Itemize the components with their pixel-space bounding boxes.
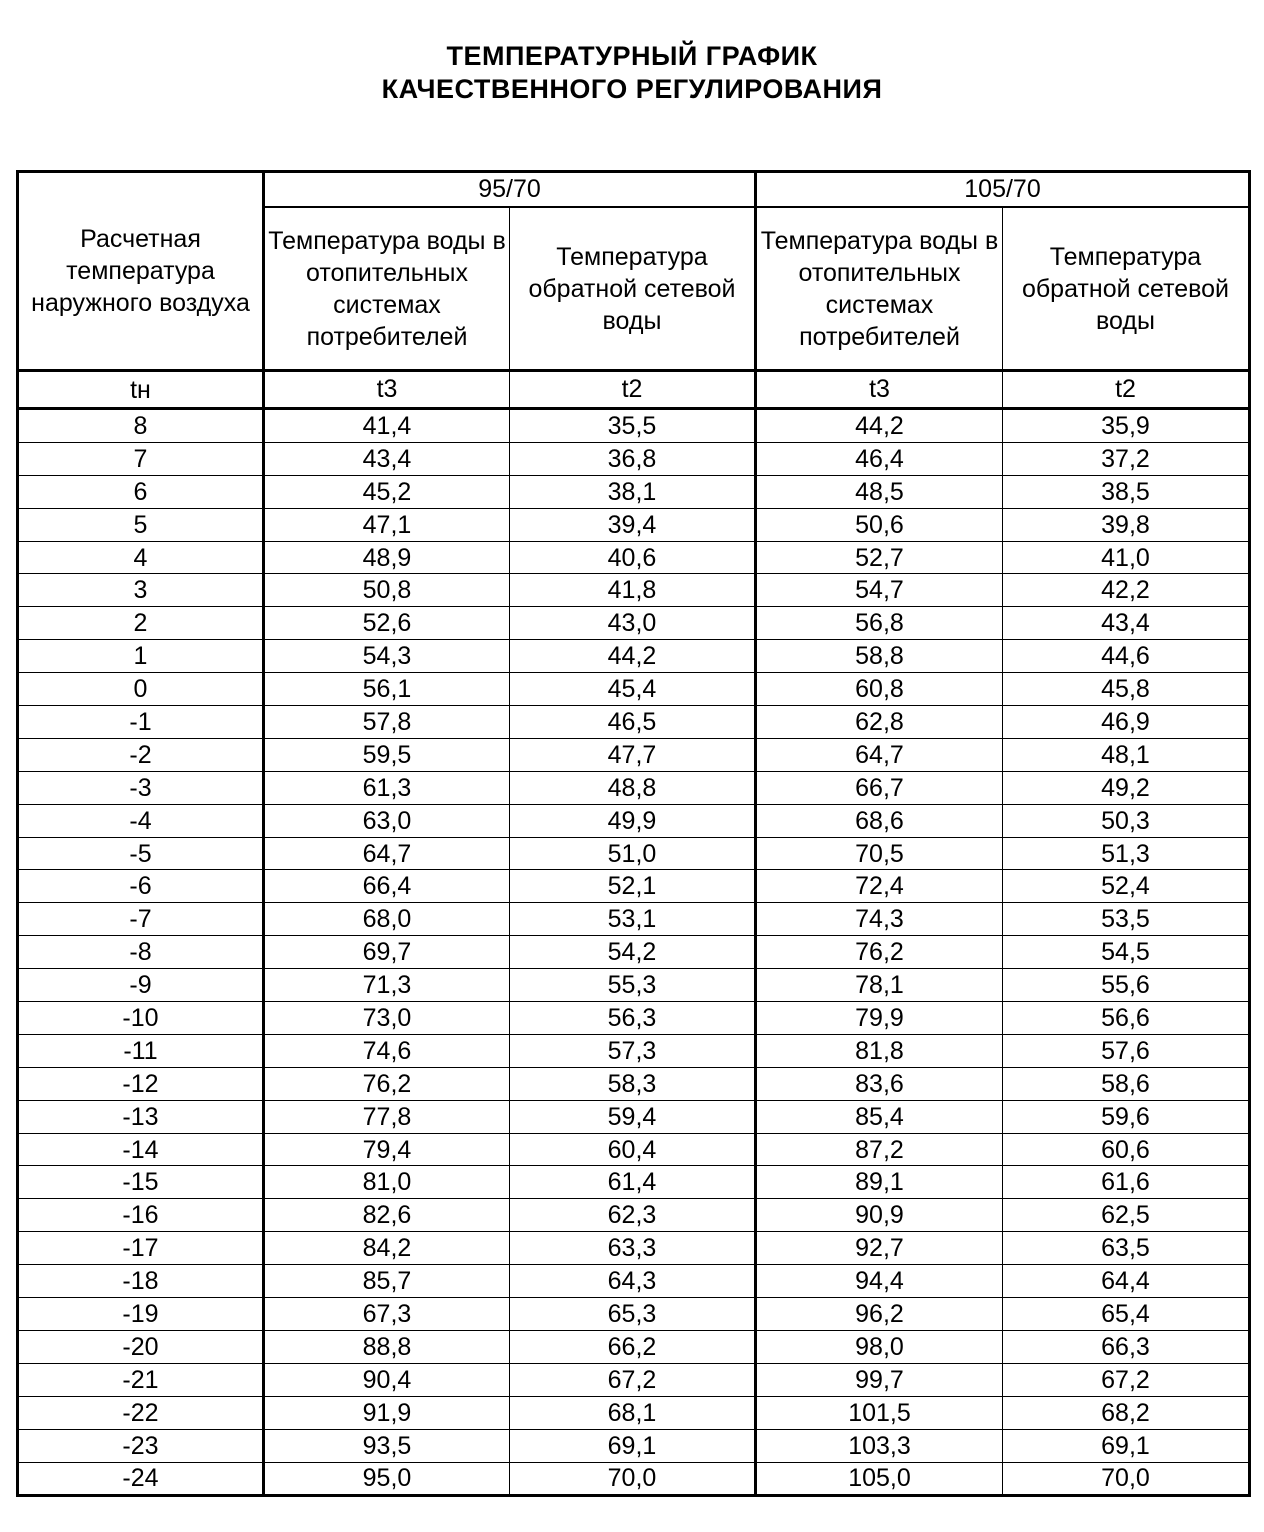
t2-105-cell: 70,0 [1003, 1462, 1250, 1496]
t3-95-cell: 77,8 [264, 1100, 510, 1133]
t2-105-cell: 41,0 [1003, 541, 1250, 574]
outdoor-temp-cell: -4 [18, 804, 264, 837]
t3-95-cell: 43,4 [264, 442, 510, 475]
t2-95-cell: 36,8 [510, 442, 756, 475]
t3-105-cell: 85,4 [756, 1100, 1003, 1133]
t3-95-cell: 88,8 [264, 1330, 510, 1363]
t3-95-cell: 84,2 [264, 1232, 510, 1265]
table-row [18, 1265, 1250, 1298]
t3-105-cell: 87,2 [756, 1133, 1003, 1166]
t3-95-cell: 85,7 [264, 1265, 510, 1298]
t2-105-cell: 53,5 [1003, 903, 1250, 936]
outdoor-temp-cell: -19 [18, 1298, 264, 1331]
outdoor-temp-cell: 6 [18, 475, 264, 508]
table-row [18, 1298, 1250, 1331]
t3-105-cell: 50,6 [756, 508, 1003, 541]
t2-105-cell: 66,3 [1003, 1330, 1250, 1363]
symbol-cell: t2 [510, 371, 756, 409]
table-row [18, 442, 1250, 475]
t2-105-cell: 48,1 [1003, 738, 1250, 771]
t3-105-cell: 66,7 [756, 771, 1003, 804]
t3-95-cell: 73,0 [264, 1002, 510, 1035]
outdoor-temp-cell: -3 [18, 771, 264, 804]
t2-95-cell: 52,1 [510, 870, 756, 903]
t3-95-cell: 66,4 [264, 870, 510, 903]
t3-95-cell: 59,5 [264, 738, 510, 771]
t2-105-cell: 68,2 [1003, 1396, 1250, 1429]
t3-95-cell: 52,6 [264, 607, 510, 640]
symbol-cell: t3 [756, 371, 1003, 409]
t3-105-cell: 94,4 [756, 1265, 1003, 1298]
outdoor-temp-cell: -16 [18, 1199, 264, 1232]
t2-105-cell: 38,5 [1003, 475, 1250, 508]
t2-95-cell: 63,3 [510, 1232, 756, 1265]
t2-95-cell: 58,3 [510, 1067, 756, 1100]
t2-105-cell: 62,5 [1003, 1199, 1250, 1232]
table-row [18, 1363, 1250, 1396]
outdoor-temp-cell: 5 [18, 508, 264, 541]
t3-95-cell: 68,0 [264, 903, 510, 936]
t2-95-cell: 62,3 [510, 1199, 756, 1232]
t3-95-cell: 61,3 [264, 771, 510, 804]
t2-95-cell: 38,1 [510, 475, 756, 508]
t2-95-cell: 68,1 [510, 1396, 756, 1429]
t3-105-cell: 76,2 [756, 936, 1003, 969]
outdoor-temp-cell: -13 [18, 1100, 264, 1133]
t2-105-cell: 58,6 [1003, 1067, 1250, 1100]
outdoor-temp-cell: -8 [18, 936, 264, 969]
t3-95-cell: 91,9 [264, 1396, 510, 1429]
t2-105-cell: 50,3 [1003, 804, 1250, 837]
table-row [18, 738, 1250, 771]
t3-105-cell: 48,5 [756, 475, 1003, 508]
table-row [18, 409, 1250, 443]
outdoor-temp-cell: 3 [18, 574, 264, 607]
heating-system-water-temp-header: Температура воды в отопительных системах потребителей [756, 207, 1003, 371]
t3-105-cell: 105,0 [756, 1462, 1003, 1496]
table-row [18, 837, 1250, 870]
outdoor-temp-cell: -5 [18, 837, 264, 870]
outdoor-temp-cell: -24 [18, 1462, 264, 1496]
outdoor-temp-cell: 1 [18, 640, 264, 673]
table-row [18, 1166, 1250, 1199]
table-row [18, 771, 1250, 804]
t3-95-cell: 93,5 [264, 1429, 510, 1462]
outdoor-temp-cell: -20 [18, 1330, 264, 1363]
table-row [18, 1429, 1250, 1462]
table-row [18, 804, 1250, 837]
t2-105-cell: 60,6 [1003, 1133, 1250, 1166]
table-row [18, 1199, 1250, 1232]
outdoor-temp-cell: -1 [18, 706, 264, 739]
outdoor-temp-cell: 8 [18, 409, 264, 443]
outdoor-temp-cell: -2 [18, 738, 264, 771]
table-row [18, 1002, 1250, 1035]
t2-95-cell: 54,2 [510, 936, 756, 969]
t2-95-cell: 49,9 [510, 804, 756, 837]
t2-105-cell: 56,6 [1003, 1002, 1250, 1035]
t3-105-cell: 70,5 [756, 837, 1003, 870]
return-water-temp-header: Температура обратной сетевой воды [510, 207, 756, 371]
t3-105-cell: 99,7 [756, 1363, 1003, 1396]
symbol-row [18, 371, 1250, 409]
t2-105-cell: 39,8 [1003, 508, 1250, 541]
outdoor-temp-cell: -23 [18, 1429, 264, 1462]
t3-95-cell: 41,4 [264, 409, 510, 443]
symbol-cell: tн [18, 371, 264, 409]
t3-95-cell: 45,2 [264, 475, 510, 508]
t3-105-cell: 52,7 [756, 541, 1003, 574]
t3-95-cell: 47,1 [264, 508, 510, 541]
t2-95-cell: 59,4 [510, 1100, 756, 1133]
table-row [18, 1462, 1250, 1496]
t2-95-cell: 48,8 [510, 771, 756, 804]
outdoor-temperature-header: Расчетная температура наружного воздуха [18, 172, 264, 371]
t2-105-cell: 55,6 [1003, 969, 1250, 1002]
t2-95-cell: 66,2 [510, 1330, 756, 1363]
t2-95-cell: 67,2 [510, 1363, 756, 1396]
t3-105-cell: 62,8 [756, 706, 1003, 739]
t2-95-cell: 70,0 [510, 1462, 756, 1496]
t3-95-cell: 56,1 [264, 673, 510, 706]
t3-95-cell: 90,4 [264, 1363, 510, 1396]
outdoor-temp-cell: -22 [18, 1396, 264, 1429]
outdoor-temp-cell: -18 [18, 1265, 264, 1298]
t3-95-cell: 76,2 [264, 1067, 510, 1100]
t2-105-cell: 57,6 [1003, 1034, 1250, 1067]
t2-105-cell: 44,6 [1003, 640, 1250, 673]
outdoor-temp-cell: 2 [18, 607, 264, 640]
t3-95-cell: 74,6 [264, 1034, 510, 1067]
table-row [18, 903, 1250, 936]
t2-105-cell: 63,5 [1003, 1232, 1250, 1265]
t3-105-cell: 98,0 [756, 1330, 1003, 1363]
t3-95-cell: 71,3 [264, 969, 510, 1002]
t2-105-cell: 51,3 [1003, 837, 1250, 870]
t3-105-cell: 78,1 [756, 969, 1003, 1002]
return-water-temp-header: Температура обратной сетевой воды [1003, 207, 1250, 371]
table-row [18, 607, 1250, 640]
t2-95-cell: 39,4 [510, 508, 756, 541]
table-row [18, 1067, 1250, 1100]
t2-95-cell: 65,3 [510, 1298, 756, 1331]
outdoor-temp-cell: -7 [18, 903, 264, 936]
t2-95-cell: 53,1 [510, 903, 756, 936]
t3-105-cell: 64,7 [756, 738, 1003, 771]
t2-95-cell: 45,4 [510, 673, 756, 706]
t3-95-cell: 64,7 [264, 837, 510, 870]
t3-95-cell: 67,3 [264, 1298, 510, 1331]
t2-105-cell: 42,2 [1003, 574, 1250, 607]
t2-95-cell: 40,6 [510, 541, 756, 574]
t3-105-cell: 83,6 [756, 1067, 1003, 1100]
t3-105-cell: 60,8 [756, 673, 1003, 706]
outdoor-temp-cell: -10 [18, 1002, 264, 1035]
t2-105-cell: 45,8 [1003, 673, 1250, 706]
t3-95-cell: 69,7 [264, 936, 510, 969]
group-header-105-70: 105/70 [756, 172, 1250, 208]
t3-105-cell: 101,5 [756, 1396, 1003, 1429]
t2-95-cell: 35,5 [510, 409, 756, 443]
t3-105-cell: 44,2 [756, 409, 1003, 443]
t2-105-cell: 61,6 [1003, 1166, 1250, 1199]
outdoor-temp-cell: -14 [18, 1133, 264, 1166]
outdoor-temp-cell: -12 [18, 1067, 264, 1100]
t2-95-cell: 51,0 [510, 837, 756, 870]
t2-105-cell: 54,5 [1003, 936, 1250, 969]
temperature-schedule-table [16, 170, 1251, 1497]
t2-105-cell: 43,4 [1003, 607, 1250, 640]
t3-95-cell: 82,6 [264, 1199, 510, 1232]
t3-95-cell: 81,0 [264, 1166, 510, 1199]
t3-105-cell: 79,9 [756, 1002, 1003, 1035]
outdoor-temp-cell: 4 [18, 541, 264, 574]
t3-95-cell: 63,0 [264, 804, 510, 837]
t3-105-cell: 54,7 [756, 574, 1003, 607]
header-group-row [18, 172, 1250, 208]
table-row [18, 1232, 1250, 1265]
t3-95-cell: 79,4 [264, 1133, 510, 1166]
t2-95-cell: 46,5 [510, 706, 756, 739]
outdoor-temp-cell: -6 [18, 870, 264, 903]
t3-105-cell: 58,8 [756, 640, 1003, 673]
t3-105-cell: 103,3 [756, 1429, 1003, 1462]
t2-105-cell: 65,4 [1003, 1298, 1250, 1331]
t2-105-cell: 52,4 [1003, 870, 1250, 903]
table-row [18, 936, 1250, 969]
t3-105-cell: 96,2 [756, 1298, 1003, 1331]
outdoor-temp-cell: 0 [18, 673, 264, 706]
t2-105-cell: 37,2 [1003, 442, 1250, 475]
t2-95-cell: 61,4 [510, 1166, 756, 1199]
t2-105-cell: 35,9 [1003, 409, 1250, 443]
table-row [18, 1100, 1250, 1133]
t3-105-cell: 56,8 [756, 607, 1003, 640]
t3-105-cell: 90,9 [756, 1199, 1003, 1232]
outdoor-temp-cell: -17 [18, 1232, 264, 1265]
table-row [18, 1133, 1250, 1166]
t2-105-cell: 49,2 [1003, 771, 1250, 804]
t2-95-cell: 41,8 [510, 574, 756, 607]
t3-95-cell: 57,8 [264, 706, 510, 739]
t2-105-cell: 59,6 [1003, 1100, 1250, 1133]
t3-105-cell: 81,8 [756, 1034, 1003, 1067]
symbol-cell: t2 [1003, 371, 1250, 409]
t3-105-cell: 46,4 [756, 442, 1003, 475]
t3-105-cell: 74,3 [756, 903, 1003, 936]
table-row [18, 673, 1250, 706]
t3-105-cell: 72,4 [756, 870, 1003, 903]
table-row [18, 969, 1250, 1002]
page-title-line-2: КАЧЕСТВЕННОГО РЕГУЛИРОВАНИЯ [381, 74, 883, 104]
table-row [18, 640, 1250, 673]
t2-95-cell: 43,0 [510, 607, 756, 640]
t2-95-cell: 47,7 [510, 738, 756, 771]
table-row [18, 574, 1250, 607]
table-row [18, 1396, 1250, 1429]
t2-105-cell: 64,4 [1003, 1265, 1250, 1298]
t3-95-cell: 48,9 [264, 541, 510, 574]
outdoor-temp-cell: -9 [18, 969, 264, 1002]
t2-105-cell: 46,9 [1003, 706, 1250, 739]
t2-95-cell: 60,4 [510, 1133, 756, 1166]
outdoor-temp-cell: -11 [18, 1034, 264, 1067]
table-row [18, 1034, 1250, 1067]
outdoor-temp-cell: 7 [18, 442, 264, 475]
t2-95-cell: 64,3 [510, 1265, 756, 1298]
t3-105-cell: 68,6 [756, 804, 1003, 837]
t2-105-cell: 69,1 [1003, 1429, 1250, 1462]
t2-95-cell: 57,3 [510, 1034, 756, 1067]
t2-95-cell: 56,3 [510, 1002, 756, 1035]
t3-95-cell: 95,0 [264, 1462, 510, 1496]
t2-95-cell: 44,2 [510, 640, 756, 673]
group-header-95-70: 95/70 [264, 172, 756, 208]
heating-system-water-temp-header: Температура воды в отопительных системах потребителей [264, 207, 510, 371]
t2-105-cell: 67,2 [1003, 1363, 1250, 1396]
table-row [18, 508, 1250, 541]
t2-95-cell: 55,3 [510, 969, 756, 1002]
page-title-line-1: ТЕМПЕРАТУРНЫЙ ГРАФИК [446, 41, 818, 71]
table-row [18, 1330, 1250, 1363]
symbol-cell: t3 [264, 371, 510, 409]
t3-105-cell: 92,7 [756, 1232, 1003, 1265]
t2-95-cell: 69,1 [510, 1429, 756, 1462]
t3-95-cell: 54,3 [264, 640, 510, 673]
outdoor-temp-cell: -15 [18, 1166, 264, 1199]
table-row [18, 541, 1250, 574]
table-row [18, 870, 1250, 903]
t3-95-cell: 50,8 [264, 574, 510, 607]
table-row [18, 475, 1250, 508]
table-row [18, 706, 1250, 739]
t3-105-cell: 89,1 [756, 1166, 1003, 1199]
outdoor-temp-cell: -21 [18, 1363, 264, 1396]
